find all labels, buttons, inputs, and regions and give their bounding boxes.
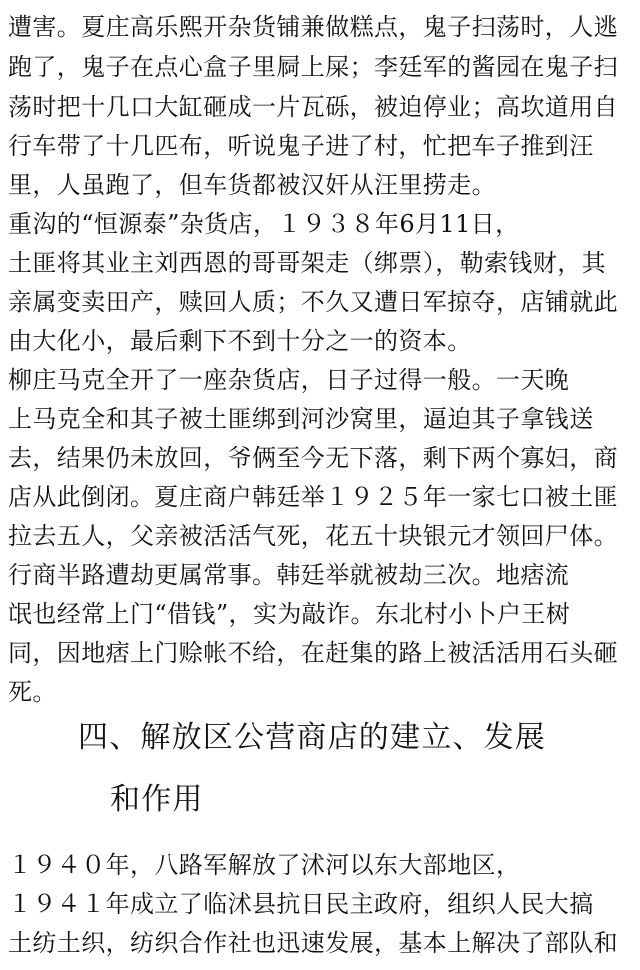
body-text-line: 氓也经常上门“借钱”，实为敲诈。东北村小卜户王树 <box>8 600 571 628</box>
body-text-line: 亲属变卖田产，赎回人质；不久又遭日军掠夺，店铺就此 <box>8 288 618 316</box>
body-text-line: 土匪将其业主刘西恩的哥哥架走（绑票），勒索钱财，其 <box>8 249 606 277</box>
body-text-line: 上马克全和其子被土匪绑到河沙窝里，逼迫其子拿钱送 <box>8 405 594 433</box>
body-text-line: 行商半路遭劫更属常事。韩廷举就被劫三次。地痞流 <box>8 561 570 589</box>
body-text-line: 死。 <box>8 678 57 706</box>
body-text-line: １９４０年，八路军解放了沭河以东大部地区， <box>8 851 521 879</box>
body-text-line: 店从此倒闭。夏庄商户韩廷举１９２５年一家七口被土匪 <box>8 483 618 511</box>
section-heading: 四、解放区公营商店的建立、发展 <box>78 720 546 755</box>
body-text-line: 重沟的“恒源泰”杂货店，１９３８年6月11日， <box>8 210 520 238</box>
body-text-line: 里，人虽跑了，但车货都被汉奸从汪里捞走。 <box>8 171 496 199</box>
body-text-line: 土纺土织，纺织合作社也迅速发展，基本上解决了部队和 <box>8 929 618 957</box>
section-heading-continued: 和作用 <box>110 782 204 817</box>
body-text-line: 柳庄马克全开了一座杂货店，日子过得一般。一天晚 <box>8 366 570 394</box>
body-text-line: 遭害。夏庄高乐熙开杂货铺兼做糕点，鬼子扫荡时，人逃 <box>8 13 618 41</box>
body-text-line: 行车带了十几匹布，听说鬼子进了村，忙把车子推到汪 <box>8 132 594 160</box>
body-text-line: 荡时把十几口大缸砸成一片瓦砾，被迫停业；高坎道用自 <box>8 93 618 121</box>
body-text-line: １９４１年成立了临沭县抗日民主政府，组织人民大搞 <box>8 890 594 918</box>
body-text-line: 去，结果仍未放回，爷俩至今无下落，剩下两个寡妇，商 <box>8 444 618 472</box>
body-text-line: 拉去五人，父亲被活活气死，花五十块银元才领回尸体。 <box>8 522 618 550</box>
body-text-line: 跑了，鬼子在点心盒子里屙上屎；李廷军的酱园在鬼子扫 <box>8 53 618 81</box>
body-text-line: 同，因地痞上门赊帐不给，在赶集的路上被活活用石头砸 <box>8 639 618 667</box>
body-text-line: 由大化小，最后剩下不到十分之一的资本。 <box>8 327 472 355</box>
